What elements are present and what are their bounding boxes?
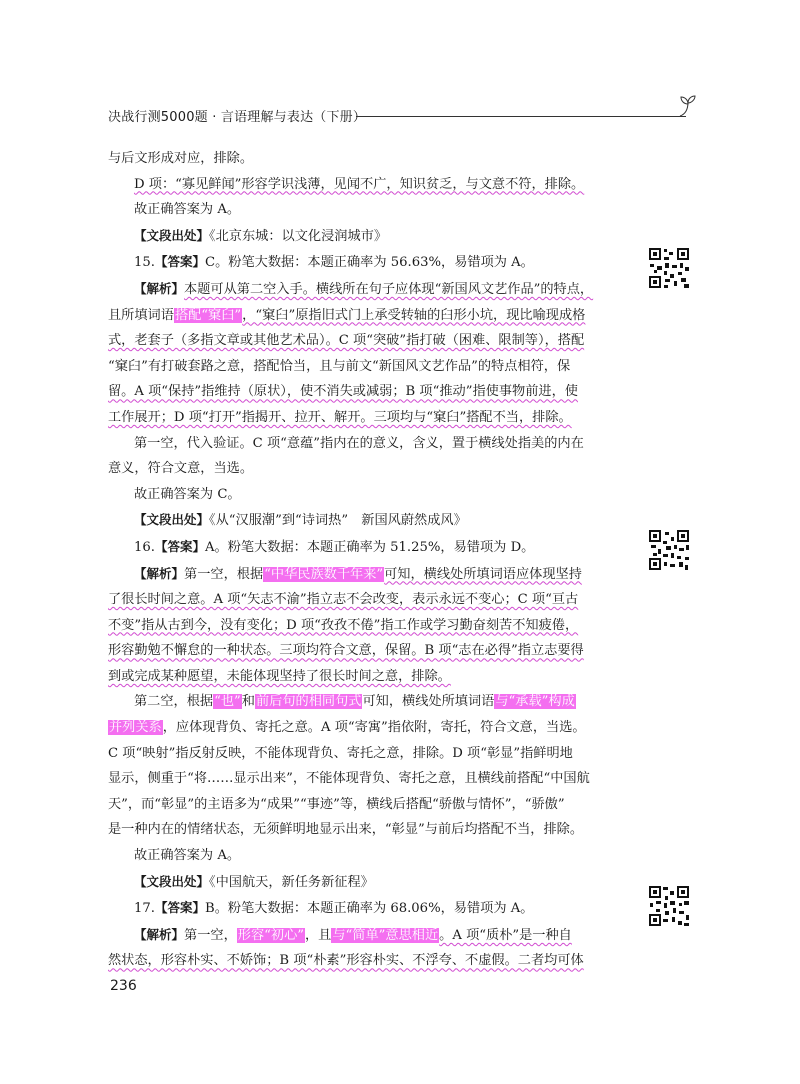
qr-code (648, 885, 690, 927)
explanation-line: 【解析】第一空，根据“中华民族数千年来”可知，横线处所填词语应体现坚持 (134, 565, 582, 582)
running-header (108, 106, 700, 132)
highlight: 与“简单”意思相近 (332, 927, 439, 943)
highlight: 前后句的相同句式 (255, 694, 362, 710)
page-content (108, 146, 628, 974)
header-rule (356, 116, 686, 117)
highlight: “也” (214, 694, 241, 710)
qr-code (648, 529, 690, 571)
highlight: 形容“初心” (237, 927, 304, 943)
text-line: 是一种内在的情绪状态，无须鲜明地显示出来，“彰显”与前后均搭配不当，排除。 (108, 822, 584, 838)
text-line: 工作展开；D 项“打开”指揭开、拉开、解开。三项均与“窠臼”搭配不当，排除。 (108, 409, 572, 425)
text-line: 式，老套子（多指文章或其他艺术品）。C 项“突破”指打破（困难、限制等），搭配 (108, 333, 585, 349)
highlight: 并列关系 (109, 720, 162, 736)
explanation-line: 【解析】第一空，形容“初心”，且与“简单”意思相近。A 项“质朴”是一种自 (134, 926, 572, 943)
page-number: 236 (110, 978, 137, 994)
text-line: 故正确答案为 A。 (134, 202, 241, 218)
source-line: 【文段出处】《北京东城：以文化浸润城市》 (134, 227, 388, 244)
text-line: 然状态，形容朴实、不娇饰；B 项“朴素”形容朴实、不浮夸、不虚假。二者均可体 (108, 953, 584, 969)
text-line: 显示，侧重于“将……显示出来”，不能体现背负、寄托之意，且横线前搭配“中国航 (108, 771, 590, 787)
text-line: “窠臼”有打破套路之意，搭配恰当，且与前文“新国风文艺作品”的特点相符，保 (108, 358, 571, 374)
text-line: 故正确答案为 A。 (134, 848, 241, 864)
text-line: 到或完成某种愿望，未能体现坚持了很长时间之意，排除。 (108, 668, 451, 684)
highlight: 与“承载”构成 (495, 694, 575, 710)
answer-line-16: 16.【答案】A。粉笔大数据：本题正确率为 51.25%，易错项为 D。 (134, 538, 535, 555)
text-line: C 项“映射”指反射反映，不能体现背负、寄托之意，排除。D 项“彰显”指鲜明地 (108, 745, 573, 761)
highlight: 搭配“窠臼” (174, 307, 242, 323)
text-line: 天”，而“彰显”的主语多为“成果”“事迹”等，横线后搭配“骄傲与情怀”，“骄傲” (108, 796, 565, 812)
highlight: “中华民族数千年来” (264, 566, 384, 582)
text-line: 故正确答案为 C。 (134, 486, 241, 502)
text-line: 且所填词语搭配“窠臼”，“窠臼”原指旧式门上承受转轴的臼形小坑，现比喻现成格 (108, 307, 586, 323)
text-line: 与后文形成对应，排除。 (108, 151, 254, 166)
text-line: 留。A 项“保持”指维持（原状），使不消失或减弱；B 项“推动”指使事物前进，使 (108, 384, 578, 400)
qr-code (648, 247, 690, 289)
text-line: 意义，符合文意，当选。 (108, 461, 254, 477)
text-line: 并列关系，应体现背负、寄托之意。A 项“寄寓”指依附，寄托，符合文意，当选。 (109, 720, 586, 736)
source-line: 【文段出处】《从“汉服潮”到“诗词热” 新国风蔚然成风》 (134, 512, 467, 529)
text-line: 第一空，代入验证。C 项“意蕴”指内在的意义，含义，置于横线处指美的内在 (134, 435, 584, 451)
answer-line-17: 17.【答案】B。粉笔大数据：本题正确率为 68.06%，易错项为 A。 (134, 900, 534, 917)
text-line: D 项：“寡见鲜闻”形容学识浅薄，见闻不广，知识贫乏，与文意不符，排除。 (134, 176, 585, 192)
text-line: 了很长时间之意。A 项“矢志不渝”指立志不会改变，表示永远不变心；C 项“亘古 (108, 592, 579, 608)
text-line: 第二空，根据“也”和前后句的相同句式可知，横线处所填词语与“承载”构成 (134, 694, 575, 710)
header-title: 决战行测5000题 · 言语理解与表达（下册） (108, 110, 367, 125)
source-line: 【文段出处】《中国航天，新任务新征程》 (134, 873, 374, 890)
answer-line-15: 15.【答案】C。粉笔大数据：本题正确率为 56.63%，易错项为 A。 (134, 254, 534, 271)
text-line: 不变”指从古到今，没有变化；D 项“孜孜不倦”指工作或学习勤奋刻苦不知疲倦， (108, 617, 579, 633)
sprout-icon (676, 94, 704, 118)
text-line: 形容勤勉不懈怠的一种状态。三项均符合文意，保留。B 项“志在必得”指立志要得 (108, 643, 584, 659)
explanation-line: 【解析】本题可从第二空入手。横线所在句子应体现“新国风文艺作品”的特点， (134, 280, 594, 297)
